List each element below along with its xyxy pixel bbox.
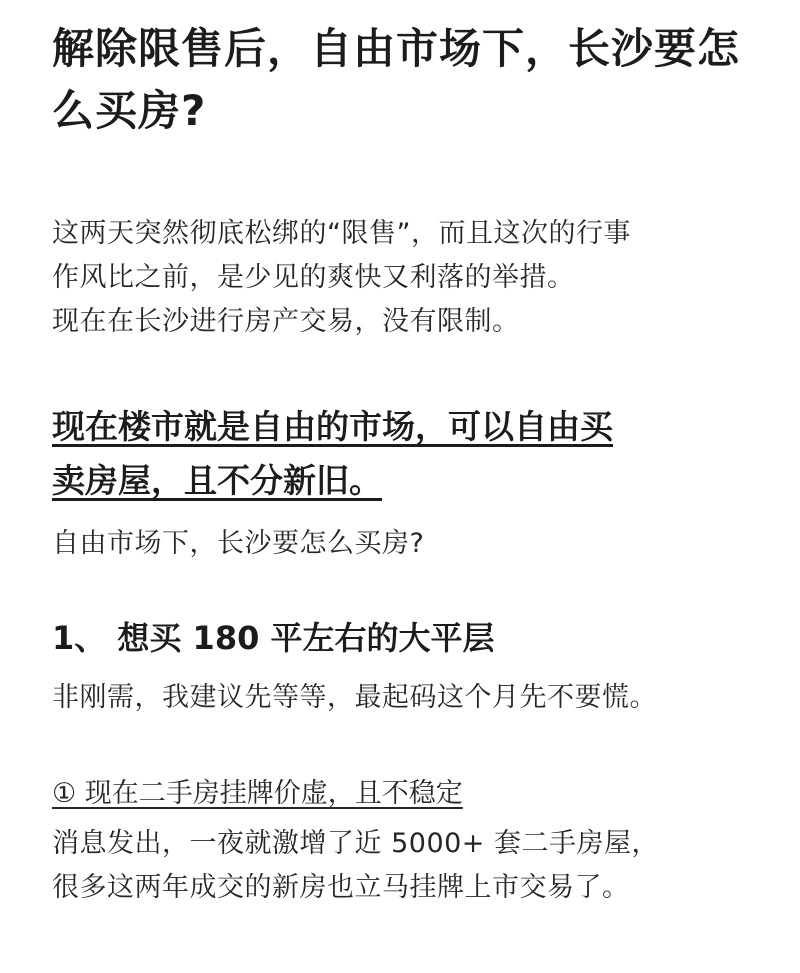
sub-question: 自由市场下，长沙要怎么买房?	[52, 528, 425, 559]
highlight-line-1: 现在楼市就是自由的市场，可以自由买	[52, 407, 613, 446]
highlight-statement	[52, 400, 752, 508]
section-1-heading: 1、 想买 180 平左右的大平层	[52, 619, 495, 657]
intro-line-2: 作风比之前，是少见的爽快又利落的举措。	[52, 262, 575, 293]
intro-line-3: 现在在长沙进行房产交易，没有限制。	[52, 306, 520, 337]
point-1-heading-text: ① 现在二手房挂牌价虚，且不稳定	[52, 778, 463, 809]
point-1-line-1: 消息发出，一夜就激增了近 5000+ 套二手房屋，	[52, 828, 660, 859]
point-1-body	[52, 822, 772, 910]
intro-line-1: 这两天突然彻底松绑的“限售”，而且这次的行事	[52, 218, 631, 249]
section-1-body: 非刚需，我建议先等等，最起码这个月先不要慌。	[52, 682, 657, 713]
highlight-line-2: 卖房屋，且不分新旧。	[52, 461, 382, 500]
article-title: 解除限售后，自由市场下，长沙要怎么买房?	[52, 24, 741, 135]
point-1-heading	[52, 772, 463, 816]
intro-paragraph	[52, 212, 752, 344]
point-1-line-2: 很多这两年成交的新房也立马挂牌上市交易了。	[52, 872, 630, 903]
